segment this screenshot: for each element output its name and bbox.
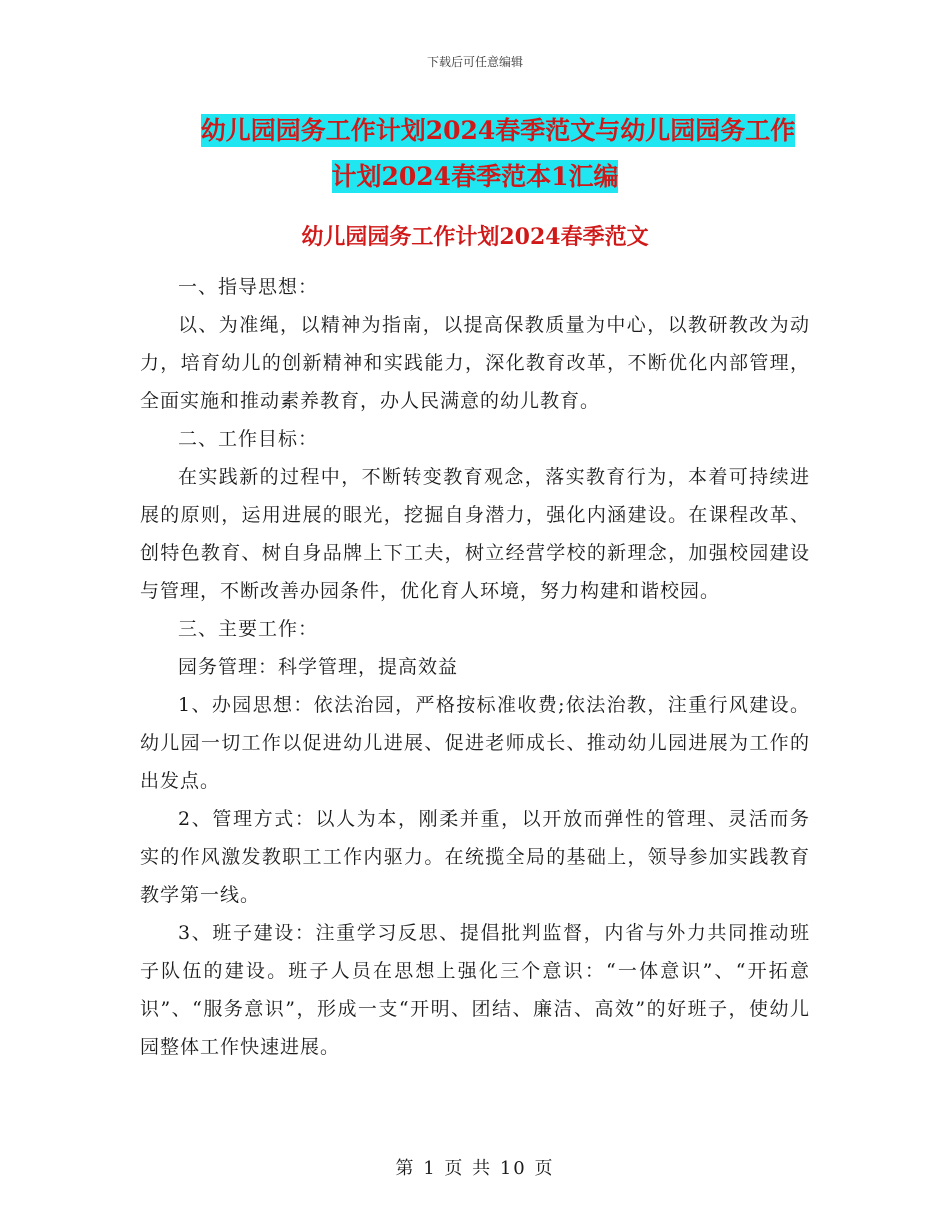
paragraph-item-3: 3、班子建设：注重学习反思、提倡批判监督，内省与外力共同推动班子队伍的建设。班子人员在思想上强化三个意识：“一体意识”、“开拓意识”、“服务意识”，形成一支“开明、团结、廉洁、高效”的好班子，使幼儿园整体工作快速进展。 — [140, 922, 810, 1058]
subheading-management: 园务管理：科学管理，提高效益 — [178, 656, 459, 678]
header-note: 下载后可任意编辑 — [426, 55, 523, 69]
document-body — [140, 268, 810, 1066]
page-number: 第 1 页 共 10 页 — [395, 1158, 555, 1179]
heading-guiding-ideology: 一、指导思想： — [178, 276, 319, 298]
document-title — [0, 108, 950, 200]
title-line-1 — [0, 108, 950, 154]
title-line-2-text: 计划2024春季范本1汇编 — [331, 162, 619, 191]
paragraph-guiding-ideology: 以、为准绳，以精神为指南，以提高保教质量为中心，以教研教改为动力，培育幼儿的创新精神和实践能力，深化教育改革，不断优化内部管理，全面实施和推动素养教育，办人民满意的幼儿教育。 — [140, 314, 810, 412]
paragraph-work-goals: 在实践新的过程中，不断转变教育观念，落实教育行为，本着可持续进展的原则，运用进展的眼光，挖掘自身潜力，强化内涵建设。在课程改革、创特色教育、树自身品牌上下工夫，树立经营学校的新理念，加强校园建设与管理，不断改善办园条件，优化育人环境，努力构建和谐校园。 — [140, 466, 810, 602]
paragraph-item-2: 2、管理方式：以人为本，刚柔并重，以开放而弹性的管理、灵活而务实的作风激发教职工工作内驱力。在统揽全局的基础上，领导参加实践教育教学第一线。 — [140, 808, 810, 906]
heading-main-work: 三、主要工作： — [178, 618, 319, 640]
heading-work-goals: 二、工作目标： — [178, 428, 319, 450]
title-line-2 — [0, 154, 950, 200]
paragraph-item-1: 1、办园思想：依法治园，严格按标准收费;依法治教，注重行风建设。幼儿园一切工作以促进幼儿进展、促进老师成长、推动幼儿园进展为工作的出发点。 — [140, 694, 810, 792]
title-line-1-text: 幼儿园园务工作计划2024春季范文与幼儿园园务工作 — [200, 116, 796, 145]
section-title: 幼儿园园务工作计划2024春季范文 — [301, 224, 649, 250]
